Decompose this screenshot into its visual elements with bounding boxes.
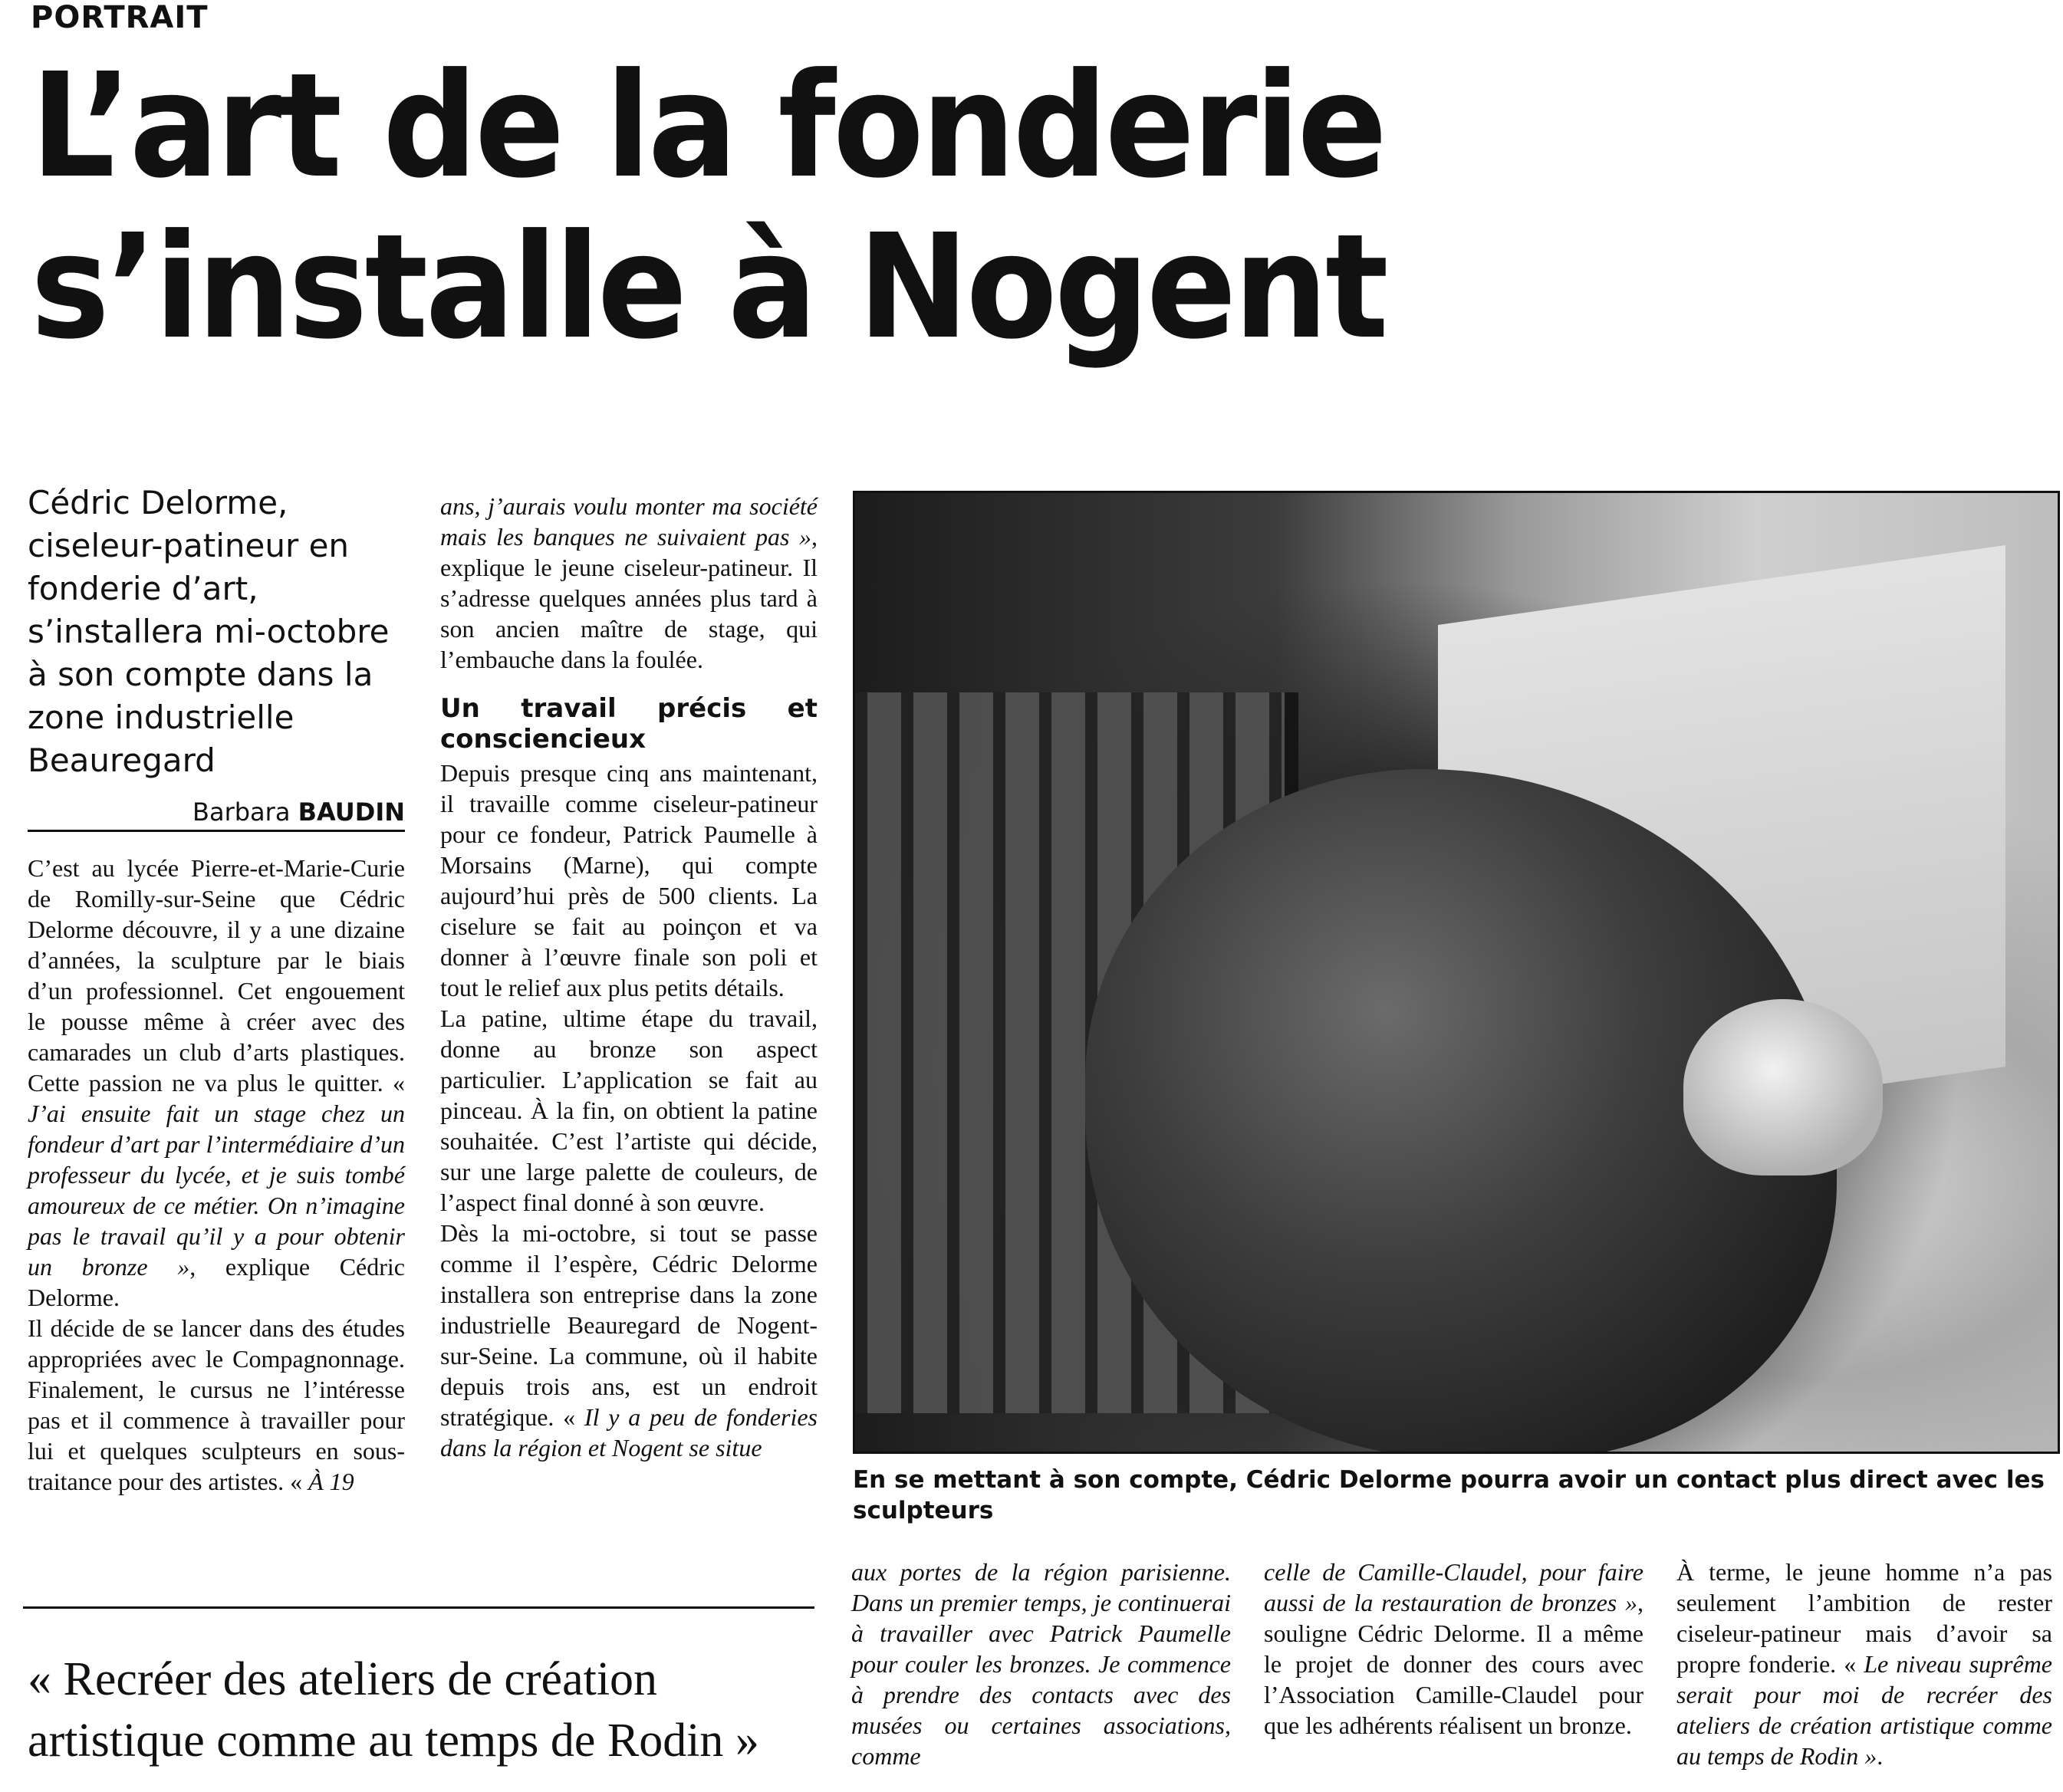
quote-text: Il y a peu de fonderies dans la région et Nogent se situe <box>440 1403 818 1462</box>
subheading: Un travail précis et consciencieux <box>440 693 818 755</box>
article-column-5 <box>1676 1557 2052 1771</box>
author-first-name: Barbara <box>192 797 291 827</box>
headline-line-1: L’art de la fonderie <box>31 42 1385 210</box>
paragraph-text: , explique le jeune ciseleur-patineur. Il s’adresse quelques années plus tard à son ancien maître de stage, qui l’embauche dans la foulée. <box>440 523 818 673</box>
headline-line-2: s’installe à Nogent <box>31 203 1387 371</box>
article-column-4 <box>1264 1557 1643 1741</box>
paragraph-text: , souligne Cédric Delorme. Il a même le projet de donner des cours avec l’Association Camille-Claudel pour que les adhérents réalisent un bronze. <box>1264 1589 1643 1739</box>
article-column-2 <box>440 491 818 1463</box>
column-paragraph <box>28 1313 405 1497</box>
quote-text: celle de Camille-Claudel, pour faire aussi de la restauration de bronzes » <box>1264 1558 1643 1616</box>
column-paragraph <box>851 1557 1231 1771</box>
paragraph-text: , explique Cédric Delorme. <box>28 1253 405 1311</box>
quote-text: aux portes de la région parisienne. Dans un premier temps, je continuerai à travailler avec Patrick Paumelle pour couler les bronzes. Je commence à prendre des contacts avec des musées ou certaines associations, comme <box>851 1558 1231 1770</box>
column-paragraph <box>440 1218 818 1463</box>
column-paragraph <box>1676 1557 2052 1771</box>
article-photo <box>853 491 2060 1454</box>
lead-paragraph: Cédric Delorme, ciseleur-patineur en fonderie d’art, s’installera mi-octobre à son compte dans la zone industrielle Beauregard <box>28 484 390 779</box>
quote-text: À 19 <box>302 1468 354 1495</box>
column-paragraph: Depuis presque cinq ans maintenant, il travaille comme ciseleur-patineur pour ce fondeur, Patrick Paumelle à Morsains (Marne), qui compte aujourd’hui près de 500 clients. La ciselure se fait au poinçon et va donner à l’œuvre finale son poli et tout le relief aux plus petits détails. <box>440 759 818 1001</box>
divider-rule <box>23 1606 814 1609</box>
photo-welding-helmet <box>1683 999 1883 1175</box>
paragraph-text: Dès la mi-octobre, si tout se passe comme il l’espère, Cédric Delorme installera son entreprise dans la zone industrielle Beauregard de Nogent-sur-Seine. La commune, où il habite depuis trois ans, est un endroit stratégique. « <box>440 1219 818 1431</box>
paragraph-text: . <box>1877 1742 1884 1770</box>
headline <box>31 42 1387 371</box>
byline <box>28 797 405 832</box>
column-paragraph <box>440 491 818 675</box>
pull-quote: « Recréer des ateliers de création artistique comme au temps de Rodin » <box>28 1653 759 1767</box>
quote-text: J’ai ensuite fait un stage chez un fondeur d’art par l’intermédiaire d’un professeur du lycée, et je suis tombé amoureux de ce métier. On n’imagine pas le travail qu’il y a pour obtenir un bronze » <box>28 1100 405 1281</box>
article-column-3 <box>851 1557 1231 1771</box>
column-paragraph <box>1264 1557 1643 1741</box>
column-paragraph: La patine, ultime étape du travail, donne au bronze son aspect particulier. L’application se fait au pinceau. À la fin, on obtient la patine souhaitée. C’est l’artiste qui décide, sur une large palette de couleurs, de l’aspect final donné à son œuvre. <box>440 1005 818 1216</box>
quote-text: ans, j’aurais voulu monter ma société mais les banques ne suivaient pas » <box>440 492 818 551</box>
paragraph-text: C’est au lycée Pierre-et-Marie-Curie de Romilly-sur-Seine que Cédric Delorme découvre, il y a une dizaine d’années, la sculpture par le biais d’un professionnel. Cet engouement le pousse même à créer avec des camarades un club d’arts plastiques. Cette passion ne va plus le quitter. « <box>28 854 405 1097</box>
paragraph-text: À terme, le jeune homme n’a pas seulement l’ambition de rester ciseleur-patineur mais d’avoir sa propre fonderie. « <box>1676 1558 2052 1678</box>
column-paragraph <box>28 853 405 1313</box>
section-kicker: PORTRAIT <box>31 0 209 35</box>
quote-text: Le niveau suprême serait pour moi de recréer des ateliers de création artistique comme au temps de Rodin » <box>1676 1650 2052 1770</box>
article-column-1 <box>28 853 405 1497</box>
author-last-name: BAUDIN <box>298 797 405 827</box>
photo-caption: En se mettant à son compte, Cédric Delorme pourra avoir un contact plus direct avec les sculpteurs <box>853 1466 2045 1524</box>
paragraph-text: Il décide de se lancer dans des études appropriées avec le Compagnonnage. Finalement, le cursus ne l’intéresse pas et il commence à travailler pour lui et quelques sculpteurs en sous-traitance pour des artistes. « <box>28 1314 405 1495</box>
